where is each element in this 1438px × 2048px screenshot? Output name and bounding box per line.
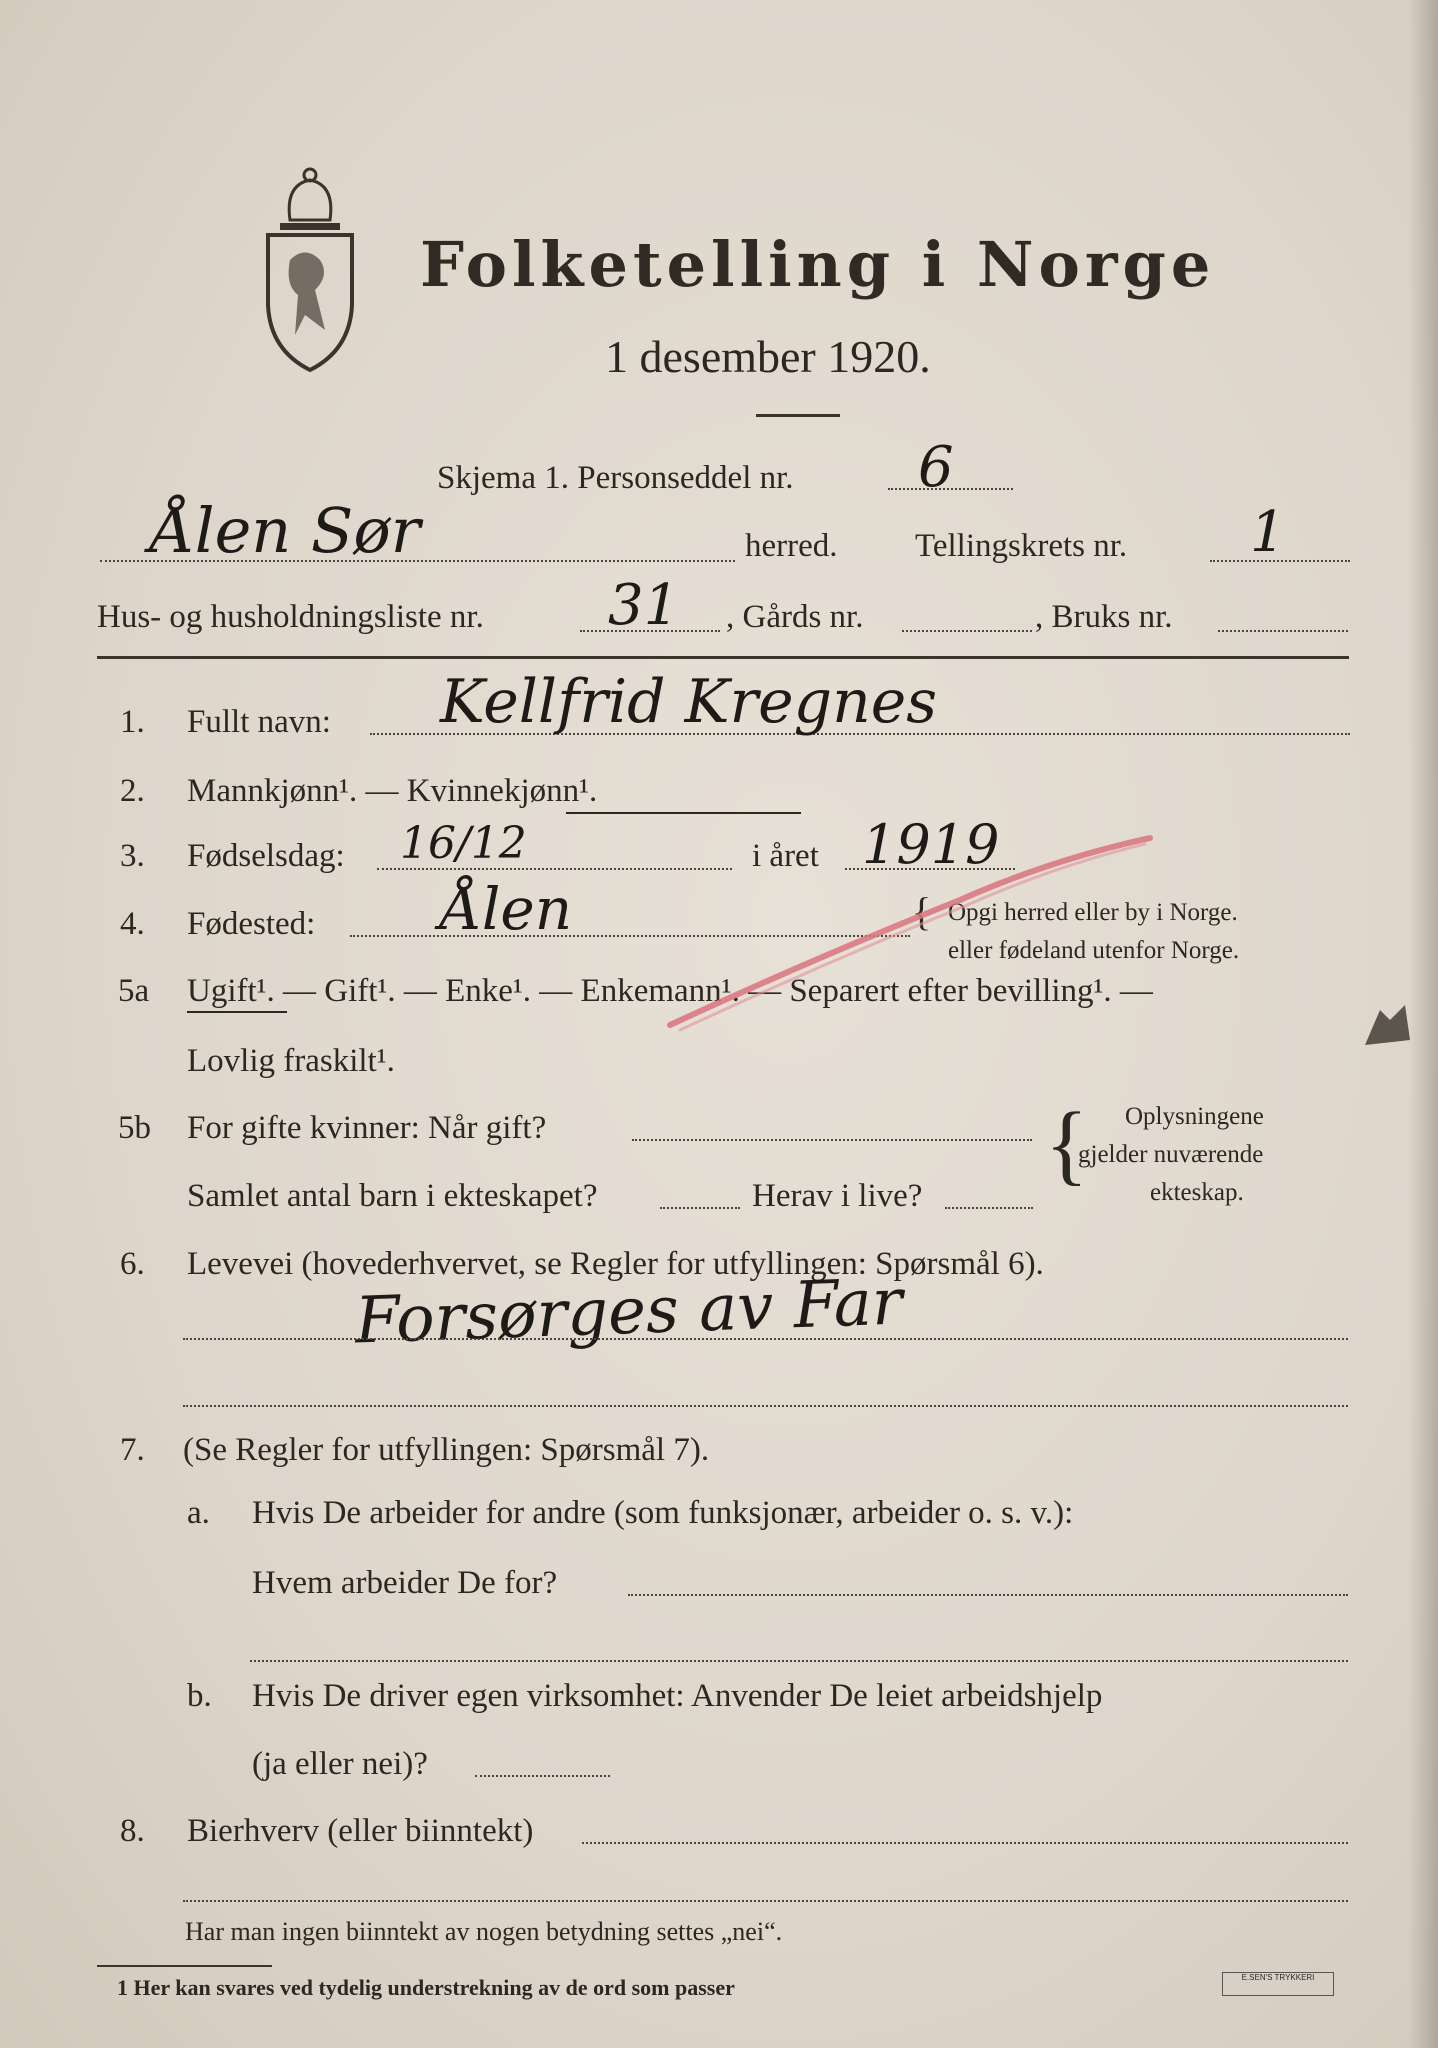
q8-answer-line2 (183, 1900, 1348, 1902)
q7a-answer-line1 (628, 1594, 1348, 1596)
q7a-answer-line2 (250, 1660, 1348, 1662)
q7b-answer-line (475, 1775, 610, 1777)
q5b-note-line1: Oplysningene (1125, 1103, 1264, 1130)
q7b-number: b. (187, 1678, 212, 1714)
household-label: Hus- og husholdningsliste nr. (97, 599, 484, 635)
q5b-note-brace: { (1045, 1095, 1089, 1194)
q5b-label2: Samlet antal barn i ekteskapet? (187, 1178, 598, 1214)
municipality-line (100, 560, 735, 562)
q5b-alive-line (945, 1207, 1033, 1209)
footer-note: Har man ingen biinntekt av nogen betydning settes „nei“. (185, 1917, 783, 1946)
footnote-rule (97, 1965, 272, 1967)
q5b-married-line (632, 1139, 1032, 1141)
herred-label: herred. (745, 528, 838, 564)
q6-number: 6. (120, 1246, 145, 1282)
q7b-line2: (ja eller nei)? (252, 1746, 428, 1782)
district-label: Tellingskrets nr. (915, 528, 1128, 564)
q5a-line1: Ugift¹. — Gift¹. — Enke¹. — Enkemann¹. — Separert efter bevilling¹. — (187, 973, 1153, 1009)
bruks-label: , Bruks nr. (1035, 599, 1173, 635)
q7a-line2: Hvem arbeider De for? (252, 1565, 558, 1601)
q7a-line1: Hvis De arbeider for andre (som funksjonær, arbeider o. s. v.): (252, 1495, 1074, 1531)
q5b-note-line3: ekteskap. (1150, 1179, 1244, 1206)
q8-answer-line1 (582, 1842, 1348, 1844)
q3-date-value: 16/12 (400, 818, 527, 869)
q3-number: 3. (120, 838, 145, 874)
q5b-label3: Herav i live? (752, 1178, 923, 1214)
q5b-note-line2: gjelder nuværende (1078, 1141, 1264, 1168)
schema-label: Skjema 1. Personseddel nr. (437, 460, 794, 496)
q2-number: 2. (120, 773, 145, 809)
household-value: 31 (608, 573, 680, 638)
q7a-number: a. (187, 1495, 210, 1531)
q2-underline-kvinnekjonn (566, 812, 801, 814)
q6-label: Levevei (hovederhvervet, se Regler for utfyllingen: Spørsmål 6). (187, 1246, 1044, 1282)
q3-year-value: 1919 (862, 813, 1000, 876)
gards-line (902, 630, 1032, 632)
q1-value: Kellfrid Kregnes (440, 667, 938, 737)
q5a-underline-ugift (187, 1011, 287, 1013)
form-title: Folketelling i Norge (420, 228, 1216, 301)
q5b-number: 5b (118, 1110, 151, 1146)
q1-label: Fullt navn: (187, 704, 331, 740)
q7-number: 7. (120, 1432, 145, 1468)
title-divider (756, 414, 840, 417)
schema-number-value: 6 (918, 435, 954, 500)
q4-value: Ålen (440, 875, 573, 943)
q3-label: Fødselsdag: (187, 838, 345, 874)
q4-note-line2: eller fødeland utenfor Norge. (948, 937, 1240, 964)
q3-year-label: i året (752, 838, 819, 874)
q1-number: 1. (120, 704, 145, 740)
q5a-number: 5a (118, 973, 150, 1009)
district-value: 1 (1250, 500, 1286, 565)
q6-line1 (183, 1338, 1348, 1340)
printer-stamp: E.SEN'S TRYKKERI (1222, 1972, 1334, 1996)
q4-label: Fødested: (187, 906, 316, 942)
red-pencil-strike (660, 830, 1160, 1040)
gards-label: , Gårds nr. (726, 599, 864, 635)
q6-line2 (183, 1405, 1348, 1407)
q6-value: Forsørges av Far (353, 1265, 904, 1359)
q4-note-line1: Opgi herred eller by i Norge. (948, 899, 1238, 926)
q2-label: Mannkjønn¹. — Kvinnekjønn¹. (187, 773, 598, 809)
q5b-children-line (660, 1207, 740, 1209)
census-date: 1 desember 1920. (605, 331, 931, 382)
norway-coat-of-arms-icon (250, 165, 370, 375)
municipality-value: Ålen Sør (150, 494, 421, 567)
q7b-line1: Hvis De driver egen virksomhet: Anvender De leiet arbeidshjelp (252, 1678, 1103, 1714)
q4-number: 4. (120, 906, 145, 942)
footnote-text: 1 Her kan svares ved tydelig understrekning av de ord som passer (117, 1975, 735, 2000)
q4-note-brace: { (912, 889, 932, 934)
q8-number: 8. (120, 1813, 145, 1849)
paper-edge-mark (1355, 1000, 1415, 1050)
q7-label: (Se Regler for utfyllingen: Spørsmål 7). (183, 1432, 710, 1468)
bruks-line (1218, 630, 1348, 632)
q5a-line2: Lovlig fraskilt¹. (187, 1043, 395, 1079)
q8-label: Bierhverv (eller biinntekt) (187, 1813, 534, 1849)
q5b-label1: For gifte kvinner: Når gift? (187, 1110, 547, 1146)
header-separator (97, 656, 1349, 659)
